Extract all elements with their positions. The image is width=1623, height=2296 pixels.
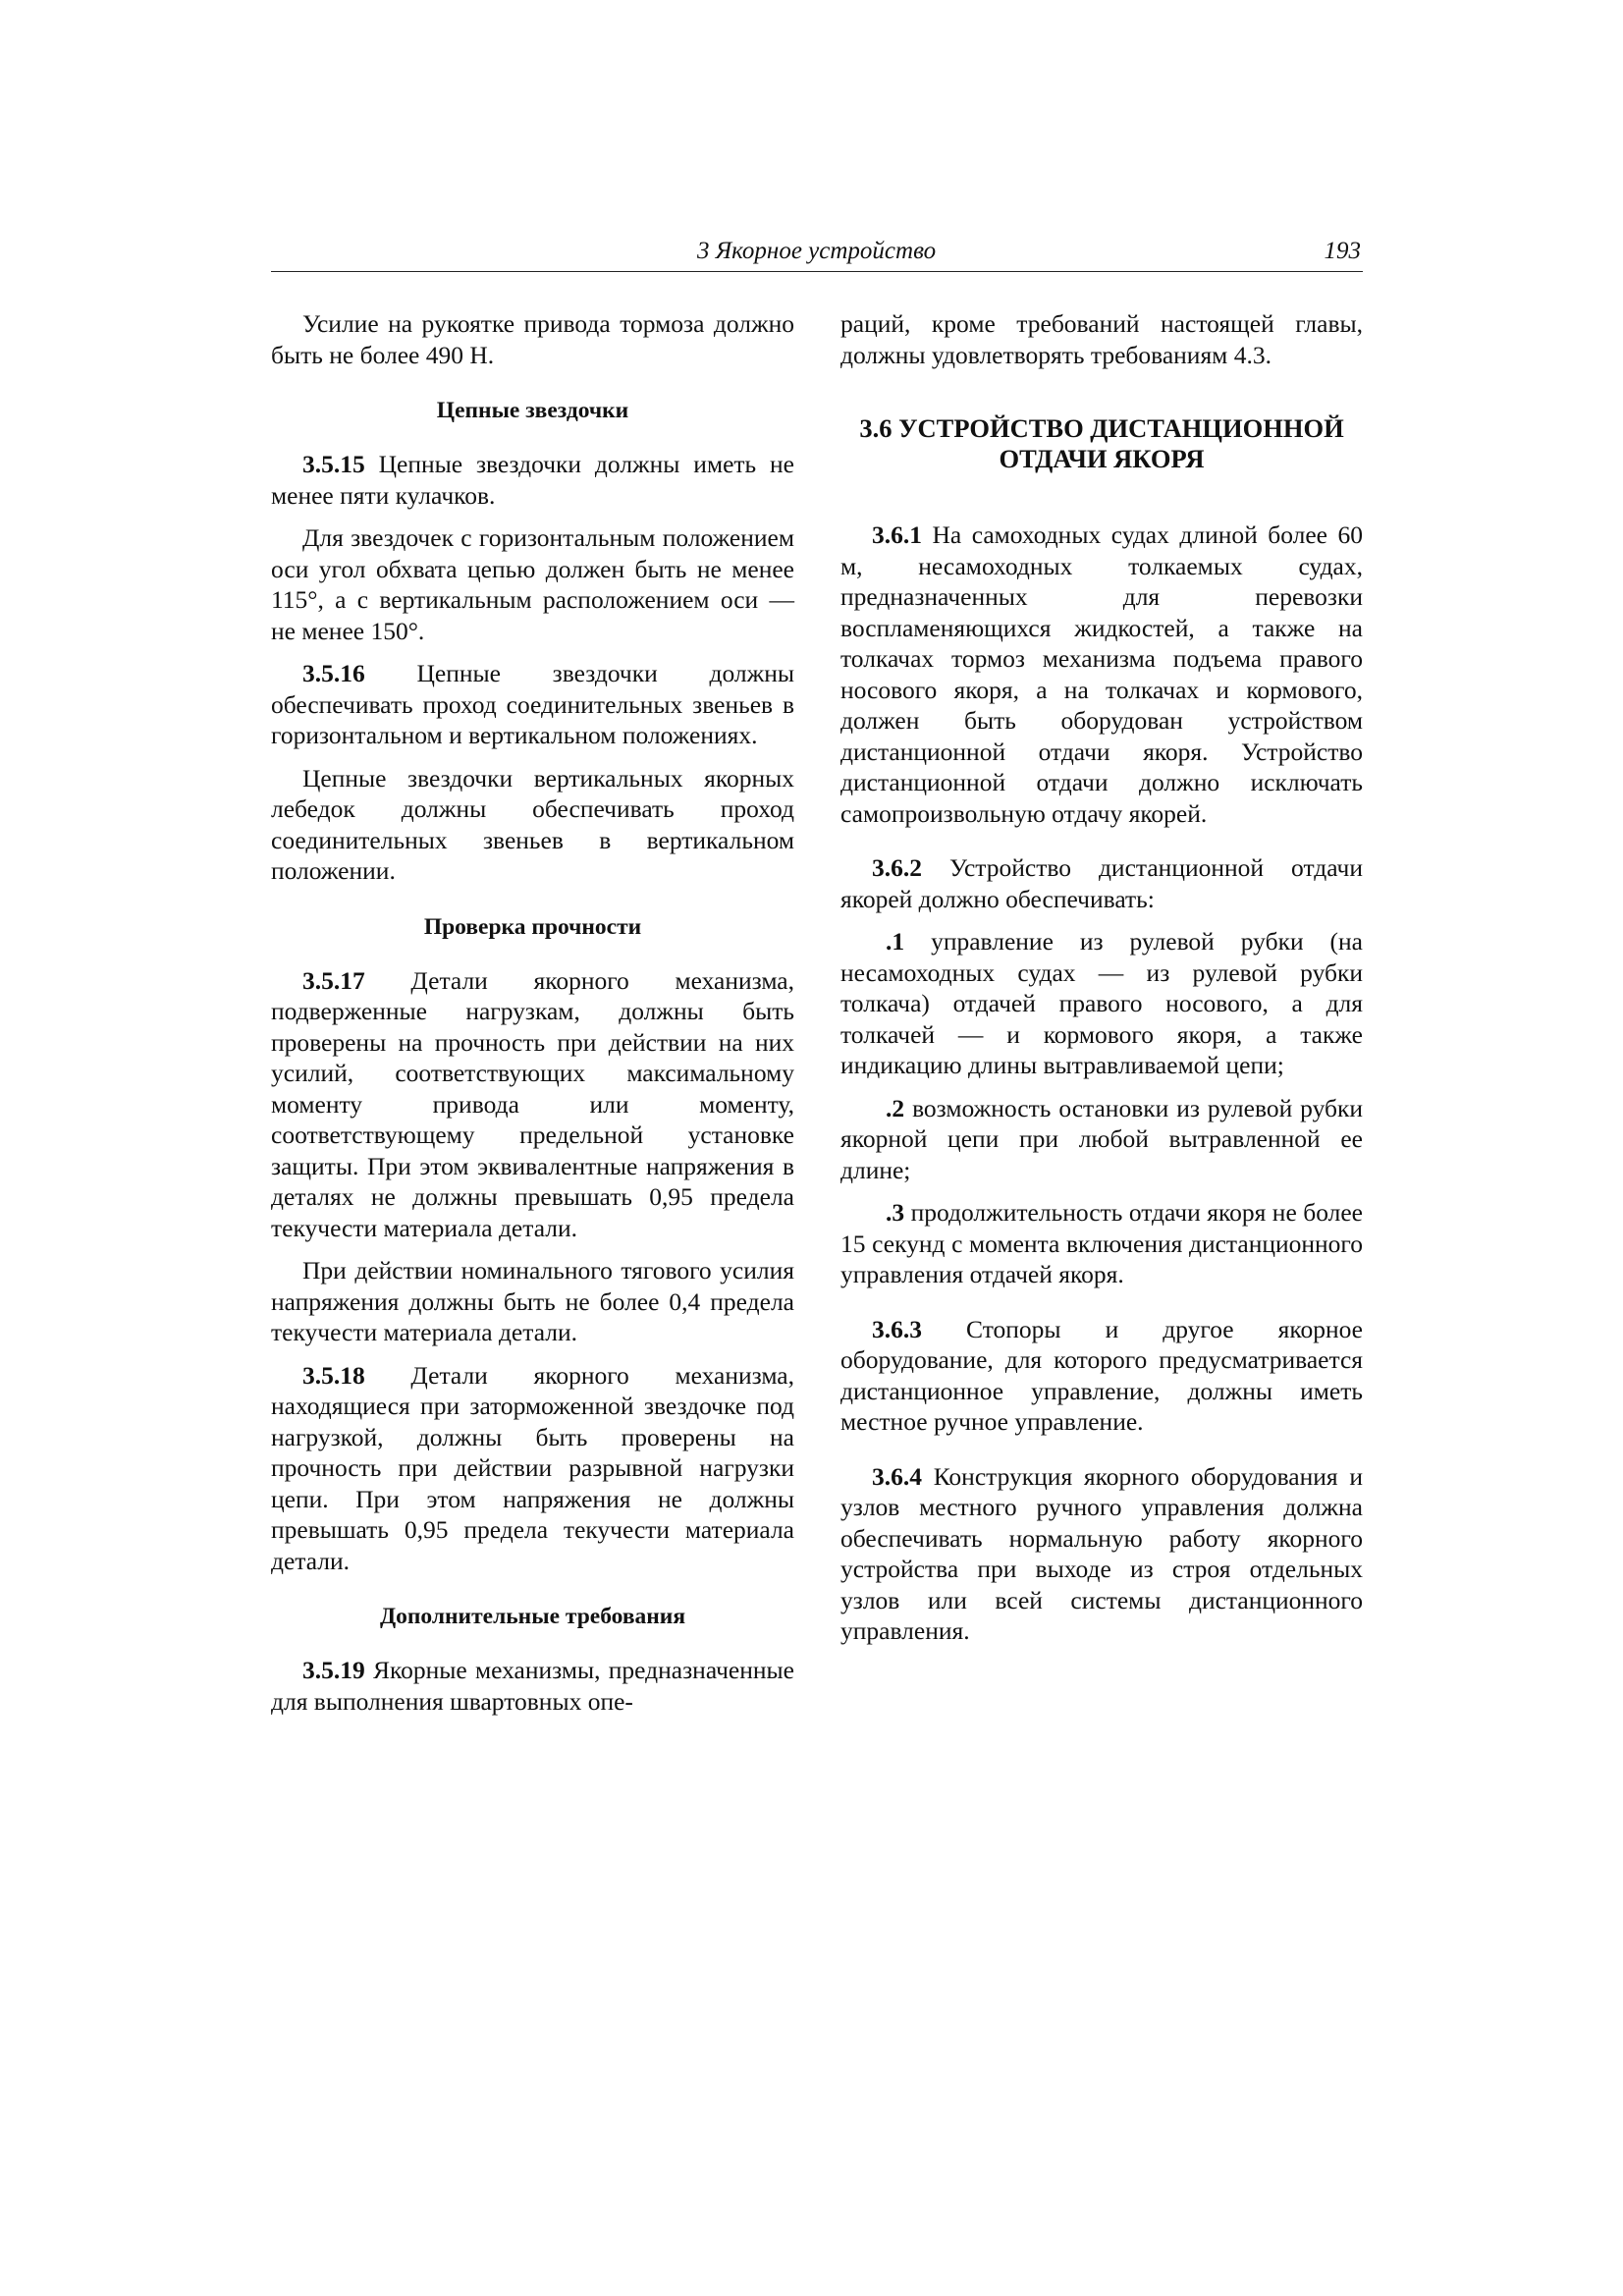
paragraph-3-5-15 xyxy=(271,449,794,511)
paragraph-text: На самоходных судах длиной более 60 м, несамоходных толкаемых судах, предназначенных для перевозки воспламеняющихся жидкостей, а также на толкачах тормоз механизма подъема правого носового якоря, а на толкачах и кормового, должен быть оборудован устройством дистанционной отдачи якоря. Устройство дистанционной отдачи должно исключать самопроизвольную отдачу якорей. xyxy=(840,520,1363,828)
item-number: .2 xyxy=(886,1093,905,1122)
list-item-1 xyxy=(840,926,1363,1081)
clause-number: 3.6.4 xyxy=(872,1461,922,1491)
running-title: 3 Якорное устройство xyxy=(697,238,937,264)
paragraph-3-5-18 xyxy=(271,1360,794,1577)
clause-number: 3.5.18 xyxy=(302,1360,365,1390)
paragraph-text: Стопоры и другое якорное оборудование, для которого предусматривается дистанционное управление, должны иметь местное ручное управление. xyxy=(840,1314,1363,1436)
paragraph-3-5-17 xyxy=(271,965,794,1244)
subheading-additional-requirements: Дополнительные требования xyxy=(379,1604,686,1629)
list-item-2 xyxy=(840,1093,1363,1186)
subheading-strength-check: Проверка прочности xyxy=(423,913,642,940)
clause-number: 3.6.1 xyxy=(872,520,922,549)
paragraph-text: Детали якорного механизма, находящиеся при заторможенной звездочке под нагрузкой, должны быть проверены на прочность при действии разрывной нагрузки цепи. При этом напряжения не должны превышать 0,95 предела текучести материала детали. xyxy=(271,1360,794,1575)
list-item-3 xyxy=(840,1197,1363,1290)
paragraph-brake-force xyxy=(271,308,794,370)
item-text: возможность остановки из рулевой рубки якорной цепи при любой вытравленной ее длине; xyxy=(840,1093,1363,1184)
paragraph-text: Якорные механизмы, предназначенные для выполнения швартовных опе- xyxy=(271,1656,794,1716)
clause-number: 3.6.2 xyxy=(872,853,922,882)
paragraph-3-6-2 xyxy=(840,852,1363,914)
right-column xyxy=(840,308,1363,1659)
item-text: управление из рулевой рубки (на несамоходных судах — из рулевой рубки толкача) отдачей правого носового, а для толкачей — и кормового якоря, а также индикацию длины вытравливаемой цепи; xyxy=(840,927,1363,1079)
clause-number: 3.5.19 xyxy=(302,1656,365,1684)
paragraph-3-6-4 xyxy=(840,1461,1363,1647)
paragraph-text: Цепные звездочки должны обеспечивать проход соединительных звеньев в горизонтальном и вертикальном положениях. xyxy=(271,659,794,749)
running-header xyxy=(271,238,1363,272)
subheading-sprockets: Цепные звездочки xyxy=(436,398,629,423)
paragraph-3-5-17-cont: При действии номинального тягового усилия напряжения должны быть не более 0,4 предела текучести материала детали. xyxy=(271,1256,794,1346)
section-title-3-6: 3.6 УСТРОЙСТВО ДИСТАНЦИОННОЙ ОТДАЧИ ЯКОРЯ xyxy=(859,413,1344,473)
paragraph-3-6-3 xyxy=(840,1314,1363,1438)
paragraph-text: Усилие на рукоятке привода тормоза должно быть не более 490 Н. xyxy=(271,309,794,369)
paragraph-continuation: раций, кроме требований настоящей главы, должны удовлетворять требованиям 4.3. xyxy=(840,309,1363,369)
clause-number: 3.5.16 xyxy=(302,659,365,687)
item-number: .3 xyxy=(886,1198,905,1227)
page-number: 193 xyxy=(1324,238,1361,264)
left-column xyxy=(271,308,794,1728)
paragraph-3-5-15-cont: Для звездочек с горизонтальным положением оси угол обхвата цепью должен быть не менее 115°, а с вертикальным расположением оси — не менее 150°. xyxy=(271,523,794,645)
clause-number: 3.5.15 xyxy=(302,450,365,478)
paragraph-3-6-1 xyxy=(840,519,1363,829)
paragraph-3-5-19 xyxy=(271,1655,794,1717)
paragraph-text: Детали якорного механизма, подверженные нагрузкам, должны быть проверены на прочность при действии на них усилий, соответствующих максимальному моменту привода или моменту, соответствующему предельной установке защиты. При этом эквивалентные напряжения в деталях не должны превышать 0,95 предела текучести материала детали. xyxy=(271,965,794,1242)
paragraph-3-5-16-cont: Цепные звездочки вертикальных якорных лебедок должны обеспечивать проход соединительных звеньев в вертикальном положении. xyxy=(271,763,794,885)
item-number: .1 xyxy=(886,927,905,956)
paragraph-3-5-16 xyxy=(271,658,794,751)
paragraph-text: Конструкция якорного оборудования и узлов местного ручного управления должна обеспечивать нормальную работу якорного устройства при выходе из строя отдельных узлов или всей системы дистанционного управления. xyxy=(840,1461,1363,1645)
item-text: продолжительность отдачи якоря не более 15 секунд с момента включения дистанционного управления отдачей якоря. xyxy=(840,1198,1363,1288)
paragraph-text: Цепные звездочки должны иметь не менее пяти кулачков. xyxy=(271,450,794,510)
paragraph-text: Устройство дистанционной отдачи якорей должно обеспечивать: xyxy=(840,853,1363,913)
clause-number: 3.6.3 xyxy=(872,1314,922,1343)
clause-number: 3.5.17 xyxy=(302,965,365,995)
